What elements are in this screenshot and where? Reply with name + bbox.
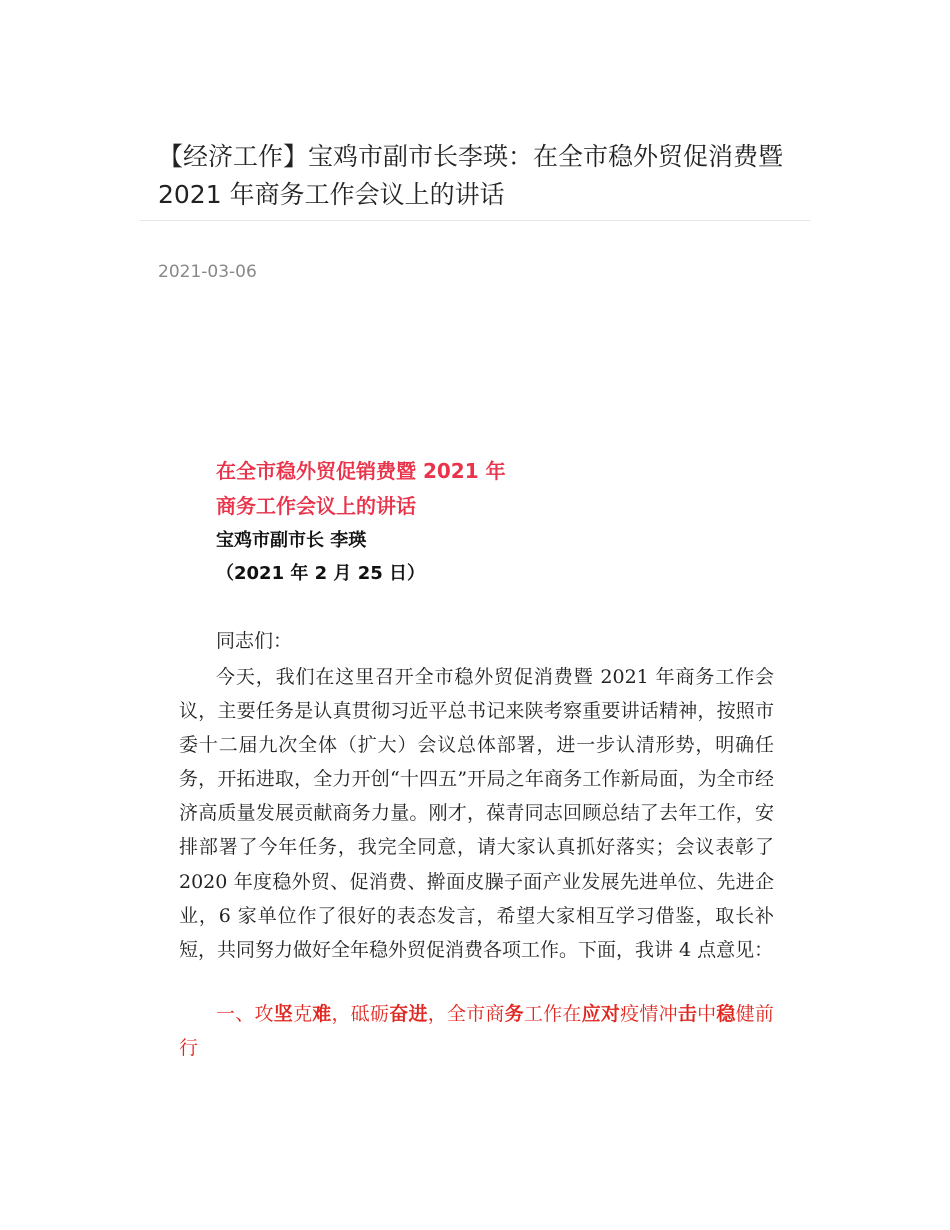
heading-part: 疫情冲 — [620, 1003, 678, 1025]
speech-title-line-1: 在全市稳外贸促销费暨 2021 年 — [216, 459, 506, 483]
section-heading-1 — [179, 997, 774, 1065]
speech-title-line-2: 商务工作会议上的讲话 — [216, 494, 416, 518]
greeting: 同志们： — [216, 630, 293, 652]
heading-part-bold: 难 — [312, 1003, 332, 1025]
heading-part-bold: 应对 — [581, 1003, 621, 1025]
speech-date: （2021 年 2 月 25 日） — [216, 563, 426, 584]
heading-part: 中 — [697, 1003, 717, 1025]
publish-date: 2021-03-06 — [158, 262, 257, 282]
body-paragraph: 今天，我们在这里召开全市稳外贸促消费暨 2021 年商务工作会议，主要任务是认真贯彻习近平总书记来陕考察重要讲话精神，按照市委十二届九次全体（扩大）会议总体部署，进一步认清形势，明确任务，开拓进取，全力开创“十四五”开局之年商务工作新局面，为全市经济高质量发展贡献商务力量。刚才，葆青同志回顾总结了去年工作，安排部署了今年任务，我完全同意，请大家认真抓好落实；会议表彰了 2020 年度稳外贸、促消费、擀面皮臊子面产业发展先进单位、先进企业，6 家单位作了很好的表态发言，希望大家相互学习借鉴，取长补短，共同努力做好全年稳外贸促消费各项工作。下面，我讲 4 点意见： — [179, 666, 774, 961]
heading-part-bold: 务 — [504, 1003, 524, 1025]
speaker-name: 宝鸡市副市长 李瑛 — [216, 530, 367, 551]
title-divider — [140, 220, 810, 221]
heading-part: ，全市商 — [427, 1003, 505, 1025]
heading-part-bold: 坚 — [273, 1003, 293, 1025]
heading-part-bold: 奋进 — [389, 1003, 428, 1025]
heading-part: 工作在 — [523, 1003, 582, 1025]
heading-part: ，砥砺 — [331, 1003, 390, 1025]
heading-part: 健前行 — [179, 1003, 774, 1059]
heading-part-bold: 稳 — [716, 1003, 736, 1025]
speech-title — [216, 454, 776, 524]
heading-part: 克 — [292, 1003, 313, 1025]
heading-part-bold: 击 — [677, 1003, 698, 1025]
heading-part: 一、攻 — [216, 1003, 274, 1025]
article-title: 【经济工作】宝鸡市副市长李瑛：在全市稳外贸促消费暨 2021 年商务工作会议上的讲话 — [158, 142, 784, 209]
